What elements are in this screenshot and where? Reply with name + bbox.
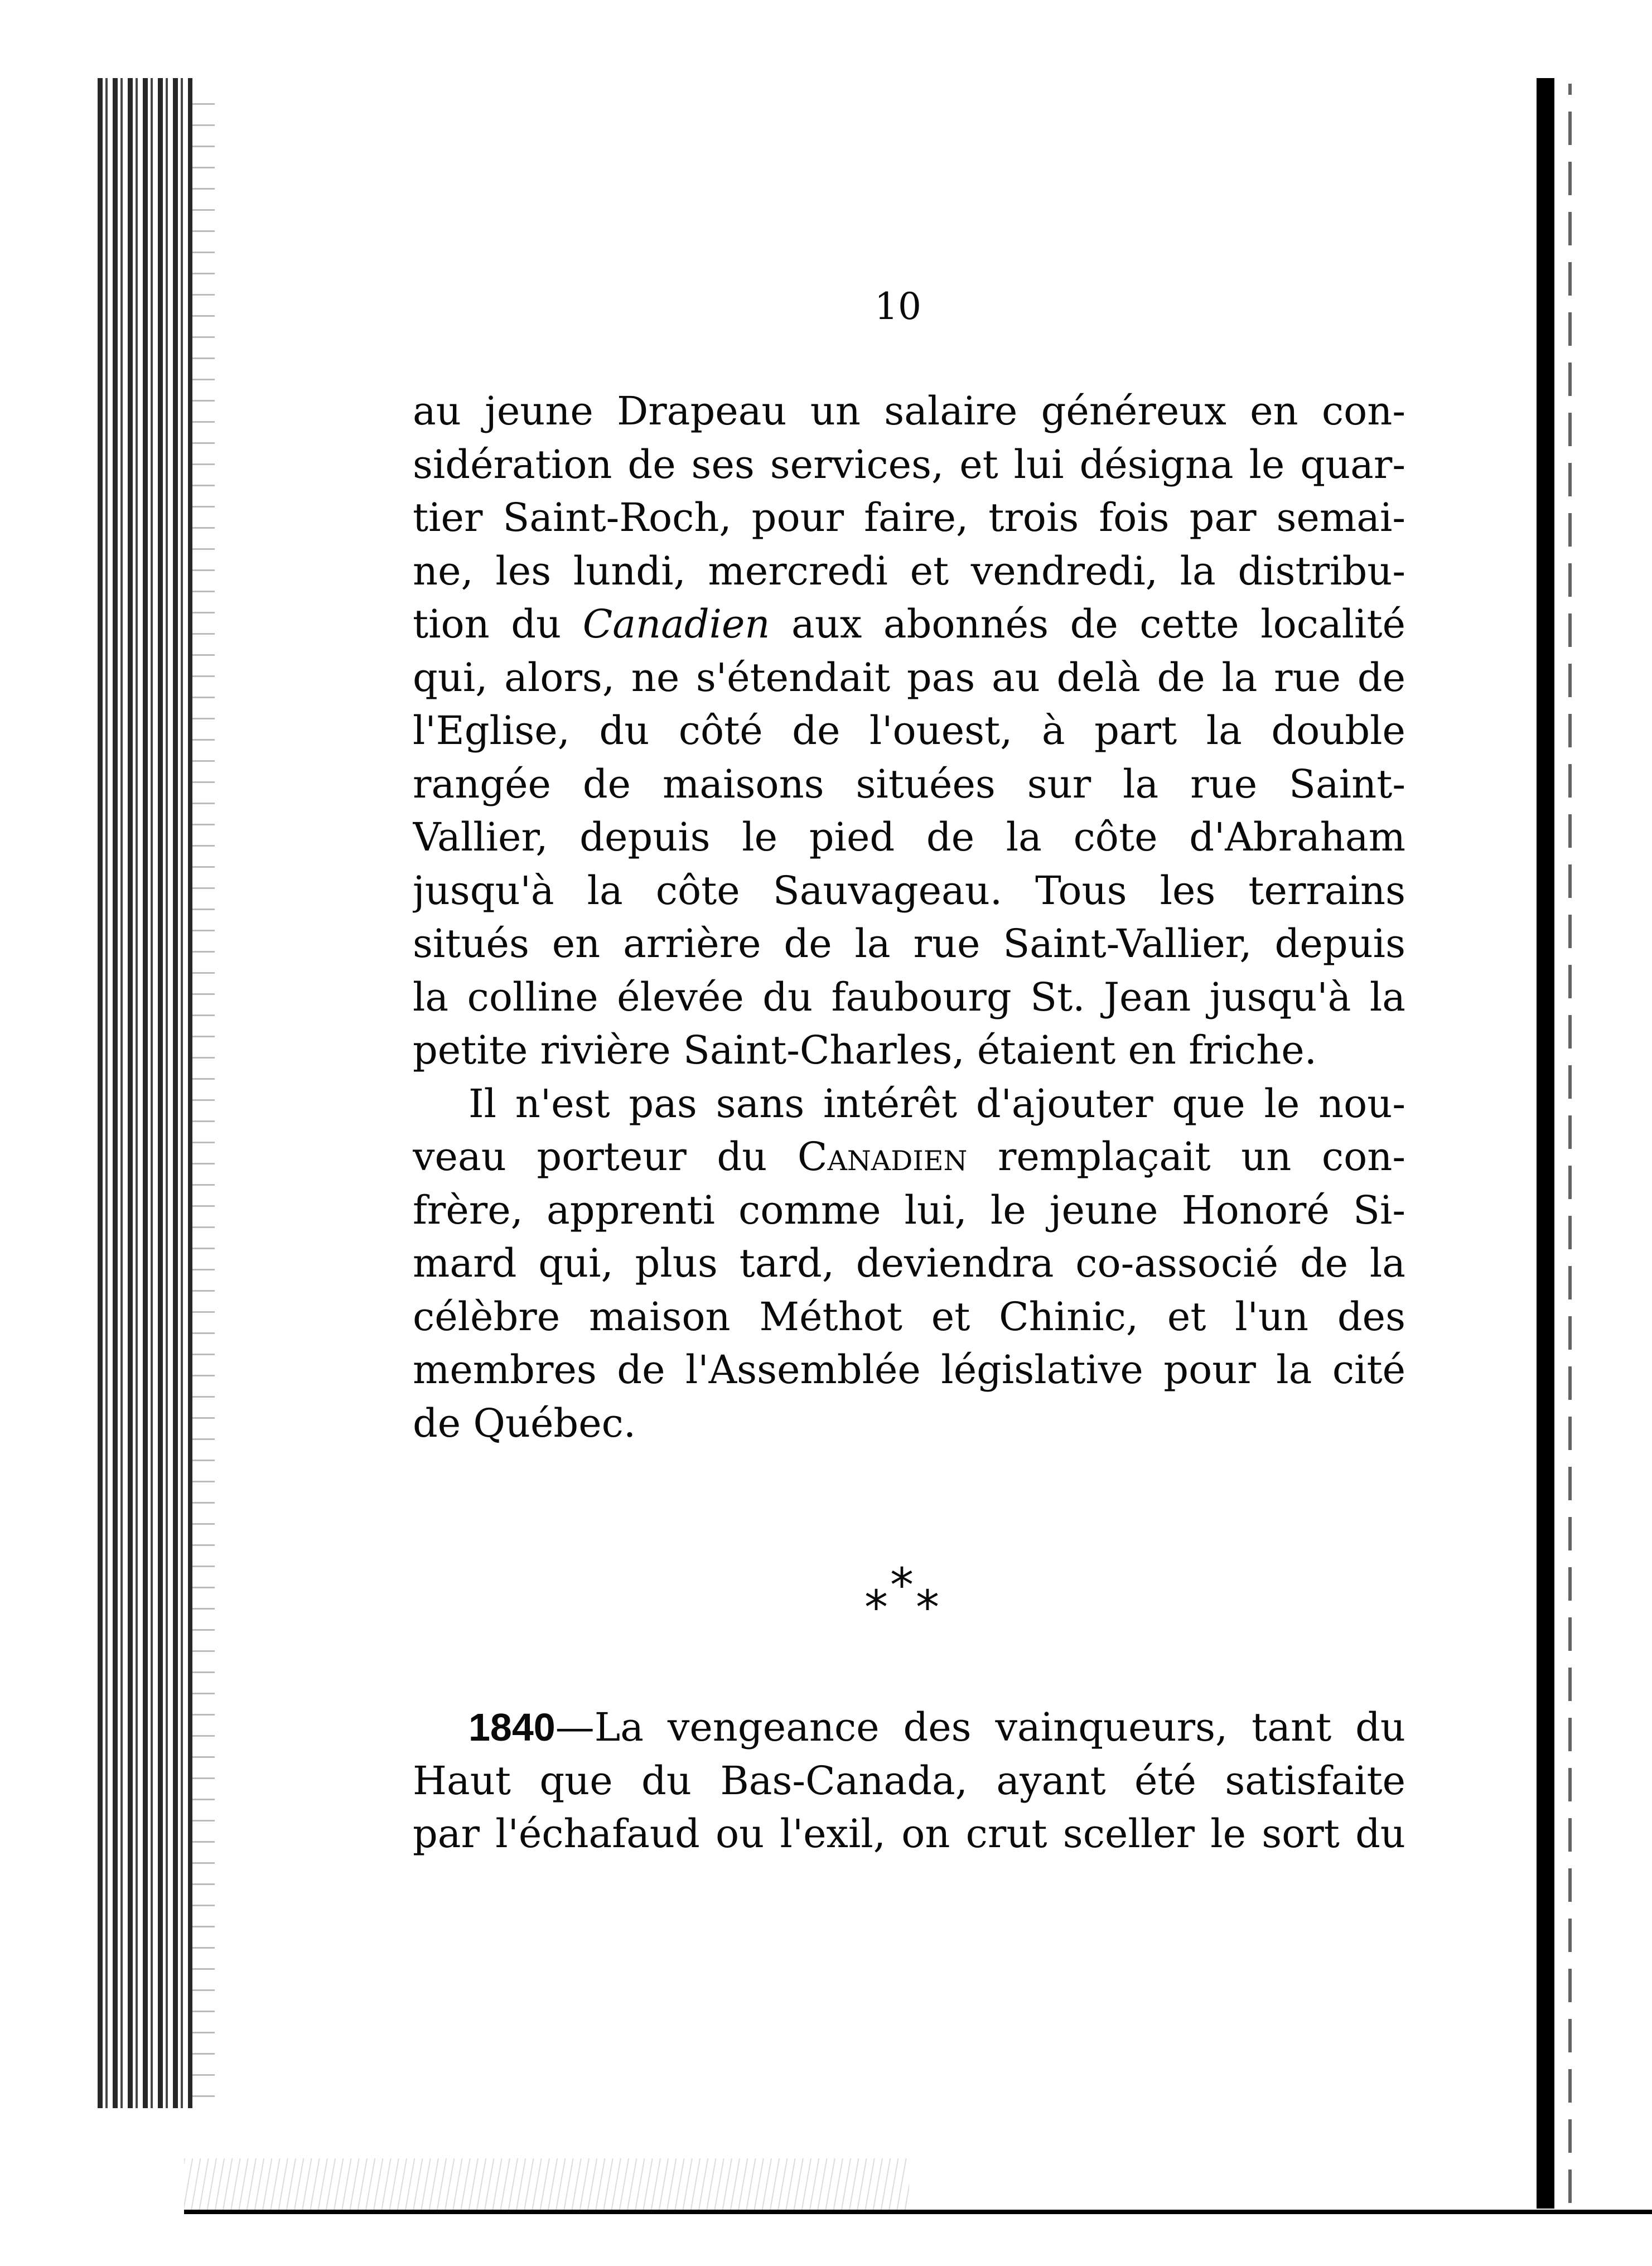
section-1840 [413, 1701, 1405, 1861]
text-line: membres de l'Assemblée législative pour la cité [413, 1347, 1405, 1393]
section-year: 1840 [468, 1705, 556, 1749]
asterisk: * [890, 1558, 914, 1612]
gutter-specks [192, 89, 215, 2097]
page-number: 10 [875, 285, 921, 328]
right-edge-specks [1568, 84, 1572, 2203]
asterism-separator [859, 1556, 948, 1635]
text-span: aux abonnés de cette localité [770, 601, 1405, 647]
text-line: jusqu'à la côte Sauvageau. Tous les terrains [413, 867, 1405, 914]
right-book-edge [1537, 78, 1554, 2209]
text-line: Vallier, depuis le pied de la côte d'Abraham [413, 814, 1405, 860]
asterisk: * [916, 1580, 939, 1635]
body-text [413, 385, 1405, 1450]
text-line: frère, apprenti comme lui, le jeune Honoré Si- [413, 1187, 1405, 1233]
text-span: —La vengeance des vainqueurs, tant du [555, 1704, 1405, 1750]
text-line: de Québec. [413, 1400, 636, 1446]
text-line [413, 1130, 1405, 1184]
text-span: veau porteur du [413, 1134, 798, 1180]
text-span: remplaçait un con- [967, 1134, 1405, 1180]
text-line [413, 1701, 1405, 1755]
bottom-edge-line [184, 2210, 1652, 2214]
text-line: situés en arrière de la rue Saint-Vallier, depuis [413, 921, 1405, 967]
text-line: rangée de maisons situées sur la rue Saint- [413, 761, 1405, 807]
text-line: célèbre maison Méthot et Chinic, et l'un des [413, 1293, 1405, 1340]
text-line: tier Saint-Roch, pour faire, trois fois par semai- [413, 495, 1405, 540]
book-gutter-shadow [98, 78, 192, 2108]
text-line: au jeune Drapeau un salaire généreux en con- [413, 388, 1405, 434]
text-line [413, 598, 1405, 651]
text-line: par l'échafaud ou l'exil, on crut sceller le sort du [413, 1811, 1405, 1857]
text-line: la colline élevée du faubourg St. Jean jusqu'à la [413, 974, 1405, 1020]
text-line: mard qui, plus tard, deviendra co-associé de la [413, 1240, 1405, 1286]
text-span: tion du [413, 601, 583, 647]
text-line: Il n'est pas sans intérêt d'ajouter que le nou- [468, 1080, 1405, 1127]
text-line: Haut que du Bas-Canada, ayant été satisfaite [413, 1757, 1405, 1804]
paragraph-1 [413, 385, 1405, 1078]
text-line: sidération de ses services, et lui désigna le quar- [413, 441, 1405, 487]
text-line: petite rivière Saint-Charles, étaient en friche. [413, 1027, 1317, 1073]
smallcaps-title: Canadien [797, 1134, 968, 1180]
bottom-scan-noise [184, 2158, 909, 2214]
text-line: l'Eglise, du côté de l'ouest, à part la double [413, 708, 1405, 753]
asterisk: * [864, 1580, 888, 1635]
paragraph-2 [413, 1078, 1405, 1451]
text-line: qui, alors, ne s'étendait pas au delà de la rue de [413, 654, 1405, 700]
italic-title: Canadien [582, 601, 770, 647]
text-line: ne, les lundi, mercredi et vendredi, la distribu- [413, 548, 1405, 594]
